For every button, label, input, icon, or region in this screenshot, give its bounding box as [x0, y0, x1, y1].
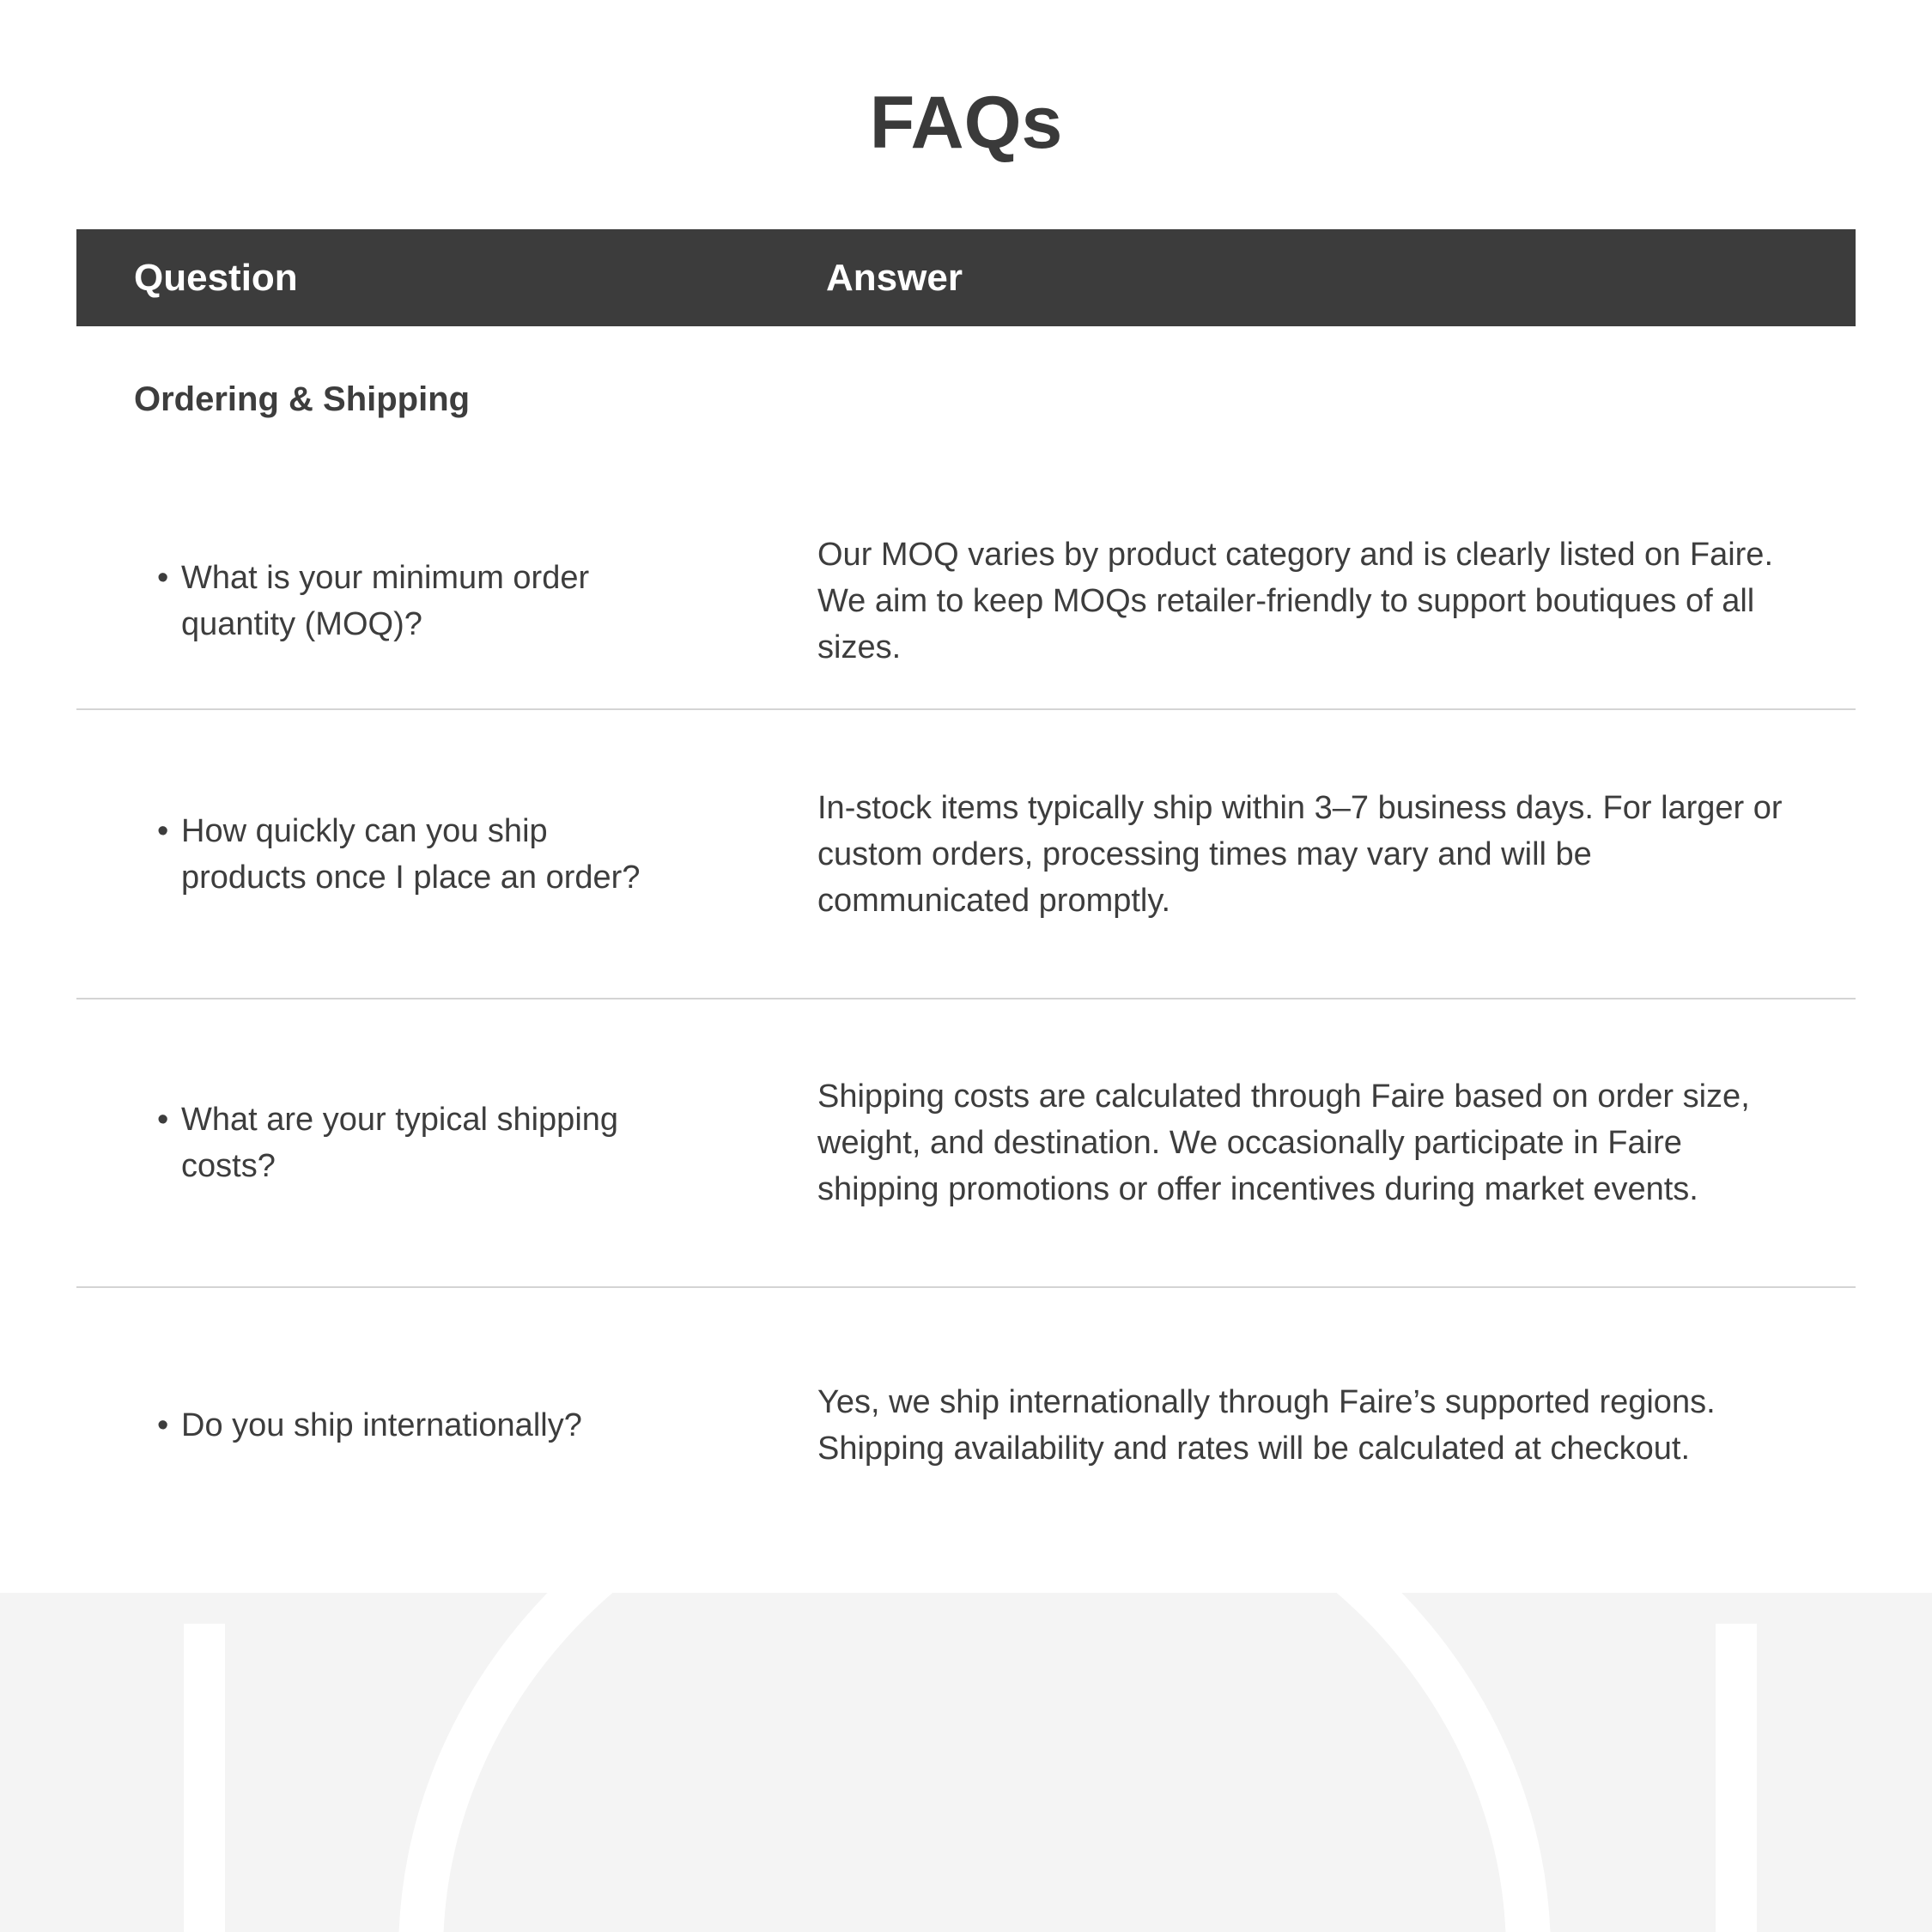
- footer-band: [0, 1593, 1932, 1932]
- question-cell: [76, 808, 817, 901]
- faq-row: [76, 999, 1856, 1288]
- column-header-question: Question: [134, 257, 298, 299]
- bullet-icon: •: [157, 559, 169, 596]
- faq-table: [76, 229, 1856, 1563]
- answer-text: Our MOQ varies by product category and is clearly listed on Faire. We aim to keep MOQs retailer-friendly to support boutiques of all sizes.: [817, 536, 1774, 665]
- answer-text: In-stock items typically ship within 3–7 business days. For larger or custom orders, processing times may vary and will be communicated promptly.: [817, 789, 1783, 919]
- question-text: What are your typical shipping costs?: [181, 1102, 619, 1184]
- question-text: How quickly can you ship products once I place an order?: [181, 812, 641, 896]
- section-title: Ordering & Shipping: [134, 380, 471, 418]
- decorative-arch-icon: [0, 1593, 1932, 1932]
- column-header-answer: Answer: [826, 257, 963, 299]
- faq-row: [76, 493, 1856, 710]
- table-header: [76, 229, 1856, 326]
- question-text: Do you ship internationally?: [181, 1407, 582, 1443]
- question-cell: [76, 555, 817, 647]
- answer-text: Yes, we ship internationally through Faire’s supported regions. Shipping availability and rates will be calculated at checkout.: [817, 1384, 1716, 1467]
- page-title: FAQs: [869, 82, 1063, 164]
- bullet-icon: •: [157, 1407, 169, 1443]
- question-cell: [76, 1402, 817, 1449]
- answer-text: Shipping costs are calculated through Faire based on order size, weight, and destination. We occasionally participate in Faire shipping promotions or offer incentives during market events.: [817, 1078, 1750, 1207]
- bullet-icon: •: [157, 812, 169, 849]
- bullet-icon: •: [157, 1102, 169, 1138]
- section-row: [76, 326, 1856, 493]
- faq-row: [76, 710, 1856, 999]
- question-text: What is your minimum order quantity (MOQ)?: [181, 559, 590, 642]
- question-cell: [76, 1097, 817, 1189]
- faq-row: [76, 1288, 1856, 1563]
